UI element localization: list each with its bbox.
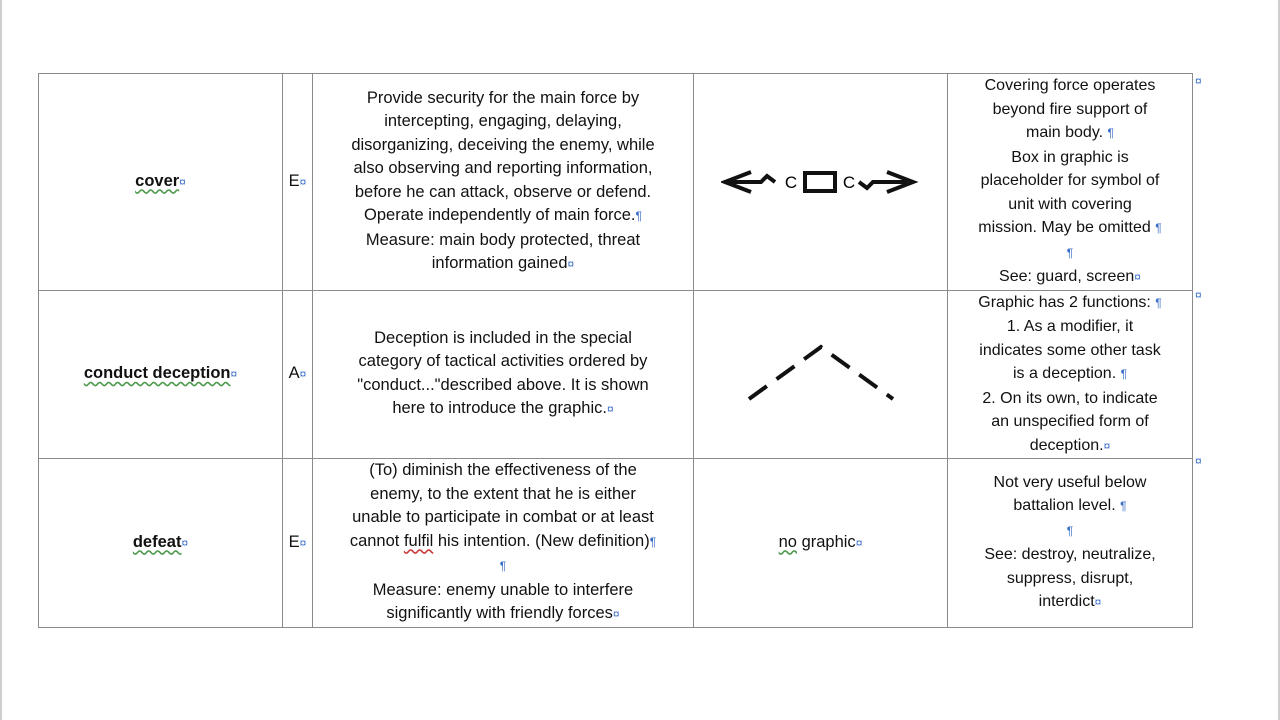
spelling-flag: fulfil <box>403 531 434 550</box>
graphic-label-left: C <box>784 172 797 192</box>
graphic-label-right: C <box>842 172 855 192</box>
notes-cell[interactable]: Covering force operates beyond fire support of main body. ¶ Box in graphic is placeholder for symbol of unit with covering mission. May be omitted ¶ ¶ See: guard, screen¤ <box>948 74 1193 291</box>
graphic-cell[interactable]: no graphic¤ <box>694 459 948 628</box>
definition-cell[interactable]: Deception is included in the special category of tactical activities ordered by "conduct..."described above. It is shown here to introduce the graphic.¤ <box>313 290 694 459</box>
table-row <box>39 290 1193 459</box>
table-row <box>39 459 1193 628</box>
term-cell[interactable]: cover¤ <box>39 74 283 291</box>
code-cell[interactable]: E¤ <box>283 74 313 291</box>
term-text: defeat <box>132 532 182 551</box>
graphic-cell[interactable] <box>694 290 948 459</box>
definition-cell[interactable]: Provide security for the main force by intercepting, engaging, delaying, disorganizing, deceiving the enemy, while also observing and reporting information, before he can attack, observe or defend. Operate independently of main force.¶ Measure: main body protected, threat information gained¤ <box>313 74 694 291</box>
left-frame-edge <box>0 0 2 720</box>
term-text: cover <box>135 171 180 190</box>
term-cell[interactable]: defeat¤ <box>39 459 283 628</box>
no-graphic-text: no graphic <box>778 532 856 551</box>
table-row <box>39 74 1193 291</box>
term-cell[interactable]: conduct deception¤ <box>39 290 283 459</box>
notes-cell[interactable]: Graphic has 2 functions: ¶ 1. As a modifier, it indicates some other task is a deception. ¶ 2. On its own, to indicate an unspecified form of deception.¤ <box>948 290 1193 459</box>
terms-table <box>38 73 1193 628</box>
code-cell[interactable]: E¤ <box>283 459 313 628</box>
definition-cell[interactable]: (To) diminish the effectiveness of the enemy, to the extent that he is either unable to participate in combat or at least cannot fulfil his intention. (New definition)¶ ¶ Measure: enemy unable to interfere significantly with friendly forces¤ <box>313 459 694 628</box>
deception-graphic-icon <box>741 339 901 409</box>
notes-cell[interactable]: Not very useful below battalion level. ¶ ¶ See: destroy, neutralize, suppress, disrupt, interdict¤ <box>948 459 1193 628</box>
grammar-flag: no <box>778 532 797 551</box>
cover-graphic-icon <box>721 162 921 202</box>
row-end-marker: ¤ <box>1195 454 1202 468</box>
code-cell[interactable]: A¤ <box>283 290 313 459</box>
row-end-marker: ¤ <box>1195 288 1202 302</box>
term-text: conduct deception <box>83 364 231 382</box>
graphic-cell[interactable] <box>694 74 948 291</box>
row-end-marker: ¤ <box>1195 74 1202 88</box>
